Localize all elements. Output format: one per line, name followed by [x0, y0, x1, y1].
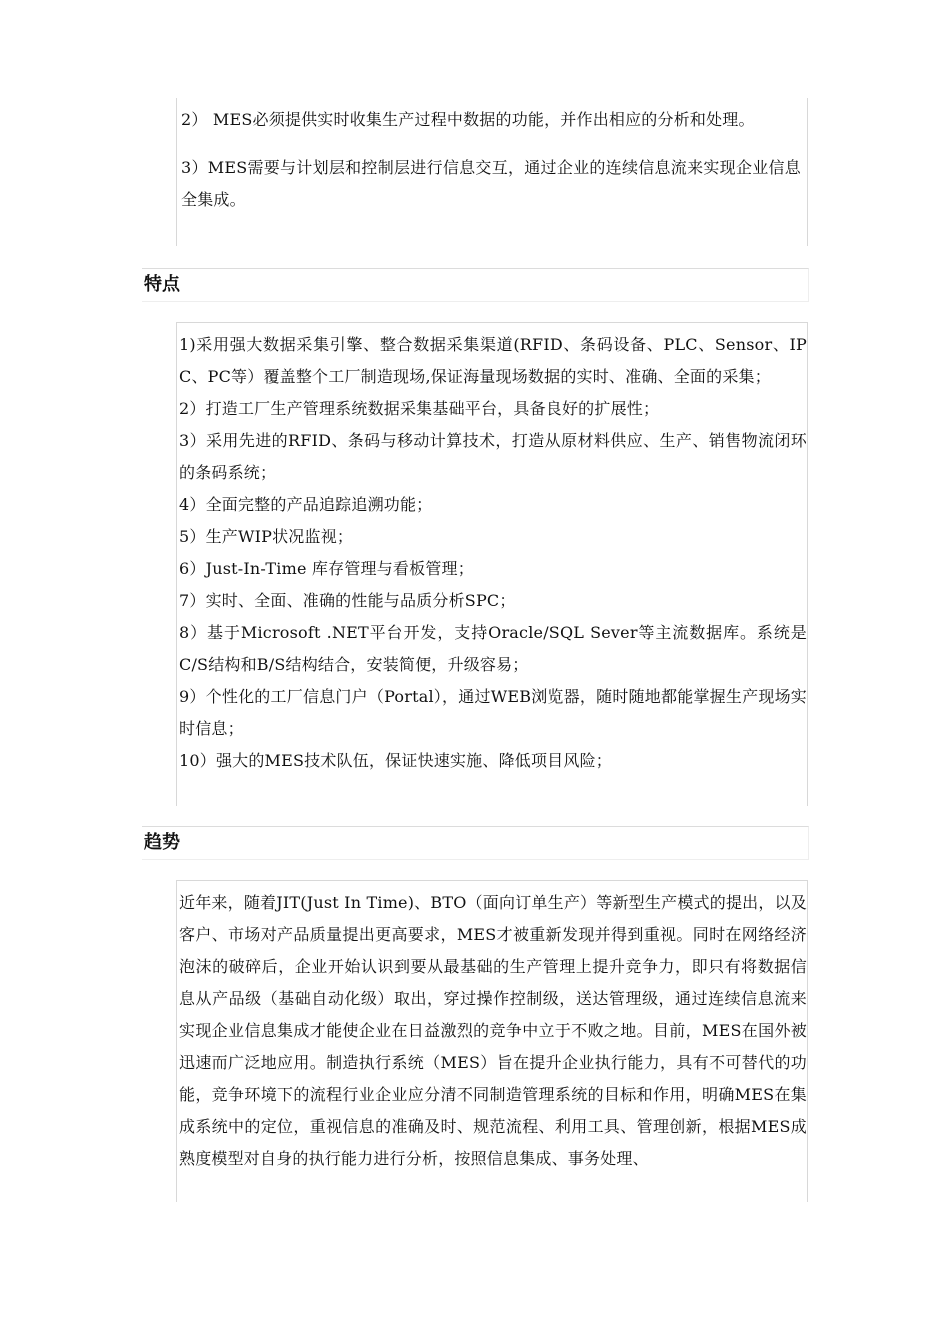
trends-heading: 趋势	[142, 826, 809, 860]
trends-block	[176, 880, 808, 1202]
intro-paragraph-3: 3）MES需要与计划层和控制层进行信息交互，通过企业的连续信息流来实现企业信息全集成。	[181, 158, 801, 209]
feature-item-2: 2）打造工厂生产管理系统数据采集基础平台，具备良好的扩展性；	[179, 399, 660, 418]
feature-item-10: 10）强大的MES技术队伍，保证快速实施、降低项目风险；	[179, 751, 612, 770]
intro-block	[176, 98, 808, 246]
feature-item-7: 7）实时、全面、准确的性能与品质分析SPC；	[179, 591, 516, 610]
intro-paragraph-2: 2） MES必须提供实时收集生产过程中数据的功能，并作出相应的分析和处理。	[181, 110, 755, 129]
feature-item-6: 6）Just-In-Time 库存管理与看板管理；	[179, 559, 474, 578]
feature-item-9: 9）个性化的工厂信息门户（Portal），通过WEB浏览器，随时随地都能掌握生产现场实时信息；	[179, 687, 807, 738]
feature-item-1: 1)采用强大数据采集引擎、整合数据采集渠道(RFID、条码设备、PLC、Sensor、IPC、PC等）覆盖整个工厂制造现场,保证海量现场数据的实时、准确、全面的采集；	[179, 335, 807, 386]
feature-item-8: 8）基于Microsoft .NET平台开发，支持Oracle/SQL Sever等主流数据库。系统是C/S结构和B/S结构结合，安装简便，升级容易；	[179, 623, 807, 674]
features-heading: 特点	[142, 268, 809, 302]
features-block	[176, 322, 808, 806]
feature-item-5: 5）生产WIP状况监视；	[179, 527, 354, 546]
feature-item-3: 3）采用先进的RFID、条码与移动计算技术，打造从原材料供应、生产、销售物流闭环的条码系统；	[179, 431, 807, 482]
trends-paragraph: 近年来，随着JIT(Just In Time)、BTO（面向订单生产）等新型生产模式的提出，以及客户、市场对产品质量提出更高要求，MES才被重新发现并得到重视。同时在网络经济泡沫的破碎后，企业开始认识到要从最基础的生产管理上提升竞争力，即只有将数据信息从产品级（基础自动化级）取出，穿过操作控制级，送达管理级，通过连续信息流来实现企业信息集成才能使企业在日益激烈的竞争中立于不败之地。目前，MES在国外被迅速而广泛地应用。制造执行系统（MES）旨在提升企业执行能力，具有不可替代的功能，竞争环境下的流程行业企业应分清不同制造管理系统的目标和作用，明确MES在集成系统中的定位，重视信息的准确及时、规范流程、利用工具、管理创新，根据MES成熟度模型对自身的执行能力进行分析，按照信息集成、事务处理、	[179, 893, 807, 1168]
feature-item-4: 4）全面完整的产品追踪追溯功能；	[179, 495, 433, 514]
